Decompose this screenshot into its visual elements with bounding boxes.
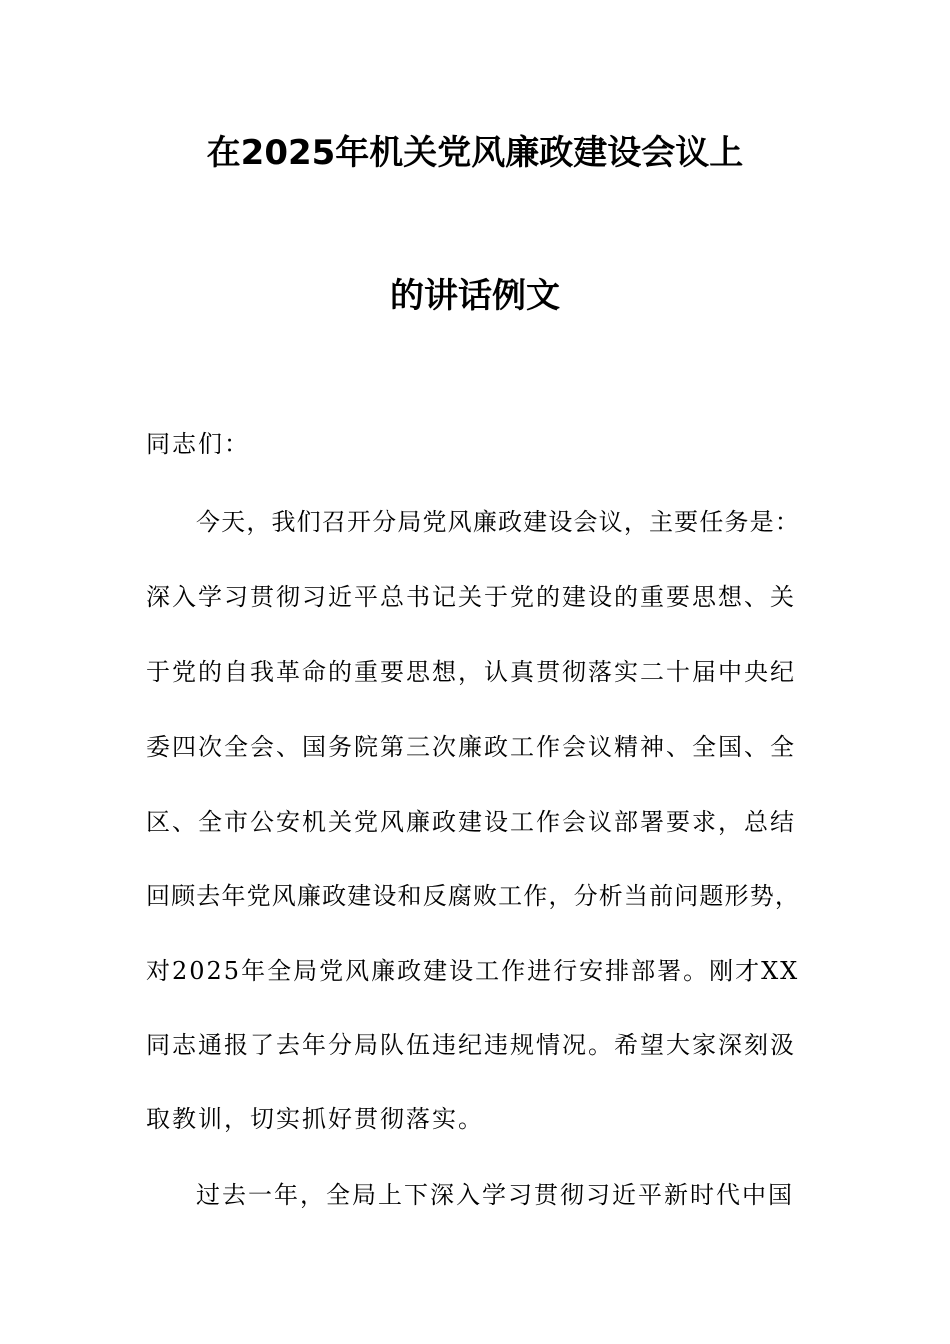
document-title-line-2: 的讲话例文 [390,276,560,316]
paragraph-line: 深入学习贯彻习近平总书记关于党的建设的重要思想、关 [146,583,796,611]
paragraph-line: 回顾去年党风廉政建设和反腐败工作，分析当前问题形势， [146,882,800,910]
document-title-line-1: 在2025年机关党风廉政建设会议上 [206,133,744,173]
salutation: 同志们： [146,430,250,458]
paragraph-line: 于党的自我革命的重要思想，认真贯彻落实二十届中央纪 [146,658,796,686]
paragraph-line: 对2025年全局党风廉政建设工作进行安排部署。刚才XX [146,957,800,985]
paragraph-line: 同志通报了去年分局队伍违纪违规情况。希望大家深刻汲 [146,1031,796,1059]
paragraph-line: 委四次全会、国务院第三次廉政工作会议精神、全国、全 [146,733,796,761]
paragraph-line: 今天，我们召开分局党风廉政建设会议，主要任务是： [196,508,800,536]
paragraph-line: 过去一年，全局上下深入学习贯彻习近平新时代中国 [196,1181,794,1209]
paragraph-line: 取教训，切实抓好贯彻落实。 [146,1105,484,1133]
paragraph-line: 区、全市公安机关党风廉政建设工作会议部署要求，总结 [146,808,796,836]
